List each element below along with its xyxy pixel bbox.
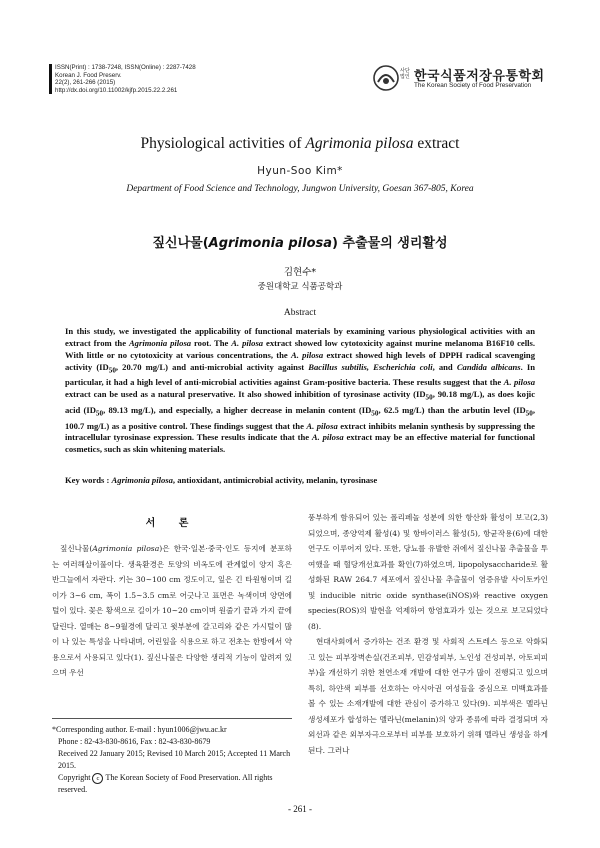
- author-en: Hyun-Soo Kim*: [257, 165, 343, 177]
- phone-fax: Phone : 82-43-830-8616, Fax : 82-43-830-8679: [58, 737, 211, 746]
- paragraph: 짚신나물(Agrimonia pilosa)은 한국·일본·중국·인도 등지에 분포하는 여러해살이풀이다. 생육환경은 토양의 비옥도에 관계없이 양지 혹은 반그늘에서 자란다. 키는 30~100 cm 정도이고, 잎은 긴 타원형이며 길이가 3~6 cm, 폭이 1.5~3.5 cm로 어긋나고 표면은 녹색이며 양면에 털이 있다. 꽃은 황색으로 길이가 10~20 cm이며 원줄기 끝과 가지 끝에 달린다. 열매는 8~9월경에 달리고 윗부분에 갈고리와 같은 가시털이 많이 나 있는 특성을 나타내며, 어린잎을 식용으로 하고 전초는 한방에서 약용으로서 사용되고 있다(1). 짚신나물은 다양한 생리적 기능이 알려져 있으며 우선: [52, 544, 292, 677]
- paper-title-ko: 짚신나물(Agrimonia pilosa) 추출물의 생리활성: [152, 236, 448, 251]
- keywords: Key words : Agrimonia pilosa, antioxidant, antimicrobial activity, melanin, tyrosinase: [65, 475, 378, 485]
- footnote: [52, 724, 292, 796]
- footnote-divider: [52, 718, 292, 719]
- left-column-text: [52, 541, 292, 681]
- paragraph: 풍부하게 함유되어 있는 폴리페놀 성분에 의한 항산화 활성이 보고(2,3)되었으며, 종양억제 활성(4) 및 항바이러스 활성(5), 항균작용(6)에 대한 연구도 이루어져 있다. 또한, 당뇨를 유발한 쥐에서 짚신나물 추출물을 투여했을 때 혈당개선효과를 확인(7)하였으며, lipopolysaccharide로 활성화된 RAW 264.7 세포에서 짚신나물 추출물이 염증유발 사이토카인 및 inducible nitric oxide synthase(iNOS)와 reactive oxygen species(ROS)의 발현을 억제하여 항염효과가 있는 것으로 보고되었다(8).: [308, 513, 548, 631]
- corresponding-author: *Corresponding author. E-mail : hyun1006@jwu.ac.kr: [52, 725, 227, 734]
- paper-title-en: Physiological activities of Agrimonia pilosa extract: [140, 135, 460, 152]
- society-logo: [372, 64, 552, 96]
- affiliation-en: Department of Food Science and Technology, Jungwon University, Goesan 367-805, Korea: [126, 184, 474, 194]
- paragraph: 현대사회에서 증가하는 건조 환경 및 사회적 스트레스 등으로 악화되고 있는 피부장벽손실(건조피부, 민감성피부, 노인성 건성피부, 아토피피부)을 개선하기 위한 천연소재 개발에 대한 연구가 많이 진행되고 있으며 특히, 하얀색 피부를 선호하는 아시아권 여성들을 중심으로 미백효과를 볼 수 있는 소재개발에 대한 관심이 증가하고 있다(9). 피부색은 멜라닌 생성세포가 합성하는 멜라닌(melanin)의 양과 종류에 따라 결정되며 자외선과 같은 외부자극으로부터 피부를 보호하기 위해 멜라닌 생성을 하게 된다. 그러나: [308, 637, 548, 755]
- journal-info: [55, 64, 196, 94]
- logo-small-text: 사단법인: [400, 68, 410, 80]
- journal-volume: 22(2), 261-266 (2015): [55, 79, 116, 87]
- section-heading-introduction: 서 론: [145, 518, 199, 529]
- journal-name: Korean J. Food Preserv.: [55, 71, 122, 79]
- abstract-body: In this study, we investigated the applicability of functional materials by examining various physiological activities with an extract from the Agrimonia pilosa root. The A. pilosa extract showed low cytotoxicity against murine melanoma B16F10 cells. With little or no cytotoxicity at various concentrations, the A. pilosa extract showed high levels of DPPH radical scavenging activity ($ID_{50}$, 20.70 mg/L) and anti-microbial activity against Bacillus subtilis, Escherichia coli, and Candida albicans. In particular, it had a high level of anti-microbial activities against Gram-positive bacteria. These results suggest that the A. pilosa extract can be used as a natural preservative. It also showed inhibition of tyrosinase activity ($ID_{50}$, 90.18 mg/L), as does kojic acid ($ID_{50}$, 89.13 mg/L), and especially, a higher decrease in melanin content ($ID_{50}$, 62.5 mg/L) than the arbutin level ($ID_{50}$, 100.7 mg/L) as a positive control. These findings suggest that the A. pilosa extract inhibits melanin synthesis by suppressing the intracellular tyrosinase expression. These results indicate that the A. pilosa extract may be an effective material for functional cosmetics, such as skin whitening materials.: [65, 326, 536, 455]
- logo-english-name: The Korean Society of Food Preservation: [414, 82, 532, 89]
- left-column: [52, 500, 292, 681]
- journal-issn: ISSN(Print) : 1738-7248, ISSN(Online) : 2287-7428: [55, 64, 196, 71]
- received-dates: Received 22 January 2015; Revised 10 March 2015; Accepted 11 March 2015.: [58, 749, 291, 770]
- page-number: - 261 -: [288, 804, 312, 814]
- author-ko: 김현수*: [283, 267, 317, 278]
- copyright-icon: c: [92, 773, 103, 784]
- right-column-text: [308, 510, 548, 758]
- logo-korean-name: 한국식품저장유통학회: [414, 69, 545, 84]
- abstract-heading: Abstract: [283, 308, 317, 318]
- affiliation-ko: 중원대학교 식품공학과: [257, 282, 343, 292]
- society-logo-icon: [372, 64, 400, 92]
- journal-info-bar: [49, 64, 52, 94]
- copyright-line: Copyright c The Korean Society of Food Preservation. All rights reserved.: [58, 773, 273, 794]
- journal-doi[interactable]: http://dx.doi.org/10.11002/kjfp.2015.22.2.261: [55, 86, 178, 94]
- right-column: [308, 510, 548, 758]
